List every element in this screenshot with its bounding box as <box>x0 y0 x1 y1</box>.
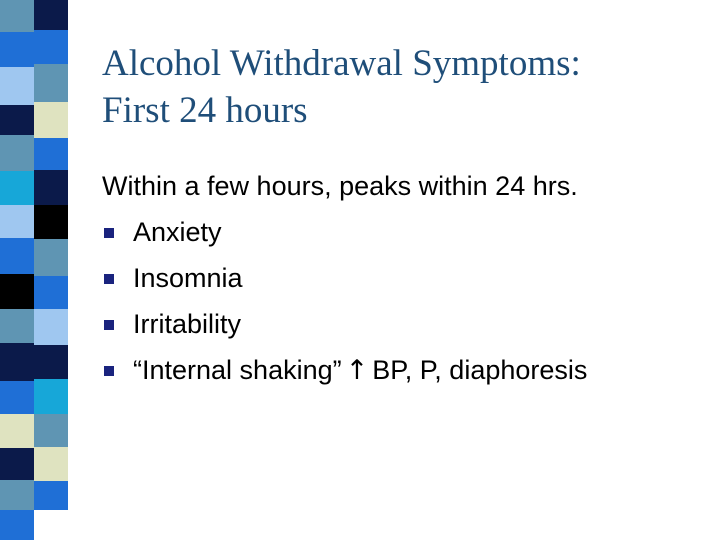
strip-block <box>34 309 68 345</box>
bullet-text-before: “Internal shaking” <box>133 355 342 385</box>
strip-column-left <box>0 0 34 540</box>
strip-block <box>0 135 34 171</box>
strip-block <box>34 481 68 510</box>
strip-block <box>0 67 34 105</box>
bullet-text: Irritability <box>133 309 242 339</box>
strip-block <box>34 345 68 379</box>
bullet-list <box>102 209 702 394</box>
strip-block <box>0 480 34 510</box>
strip-block <box>34 0 68 30</box>
up-arrow-icon: ↑ <box>345 355 369 386</box>
bullet-text: Anxiety <box>133 217 222 247</box>
strip-block <box>0 171 34 205</box>
strip-block <box>0 0 34 32</box>
square-bullet-icon <box>104 274 114 284</box>
strip-block <box>34 379 68 414</box>
strip-column-right <box>34 0 68 540</box>
slide-body <box>102 163 702 394</box>
strip-block <box>0 274 34 309</box>
bullet-text-after: BP, P, diaphoresis <box>372 355 588 385</box>
list-item <box>102 209 702 255</box>
strip-block <box>0 510 34 540</box>
strip-block <box>34 170 68 205</box>
bullet-text: Insomnia <box>133 263 243 293</box>
square-bullet-icon <box>104 366 114 376</box>
strip-block <box>0 105 34 135</box>
strip-block <box>34 102 68 138</box>
list-item <box>102 347 702 394</box>
strip-block <box>34 30 68 64</box>
strip-block <box>0 414 34 448</box>
strip-block <box>34 447 68 481</box>
strip-block <box>0 238 34 274</box>
strip-block <box>0 381 34 414</box>
strip-block <box>34 276 68 309</box>
square-bullet-icon <box>104 320 114 330</box>
square-bullet-icon <box>104 228 114 238</box>
title-line-2: First 24 hours <box>102 90 308 131</box>
strip-block <box>0 309 34 343</box>
intro-text: Within a few hours, peaks within 24 hrs. <box>102 171 578 201</box>
strip-block <box>34 64 68 102</box>
strip-block <box>34 414 68 447</box>
strip-block <box>0 205 34 238</box>
title-line-1: Alcohol Withdrawal Symptoms: <box>102 43 581 84</box>
strip-block <box>34 239 68 276</box>
list-item <box>102 255 702 301</box>
strip-block <box>0 448 34 480</box>
decorative-side-strip <box>0 0 68 540</box>
slide-title <box>102 40 702 134</box>
strip-block <box>34 205 68 239</box>
list-item <box>102 301 702 347</box>
strip-block <box>34 138 68 170</box>
strip-block <box>0 343 34 381</box>
strip-block <box>0 32 34 67</box>
